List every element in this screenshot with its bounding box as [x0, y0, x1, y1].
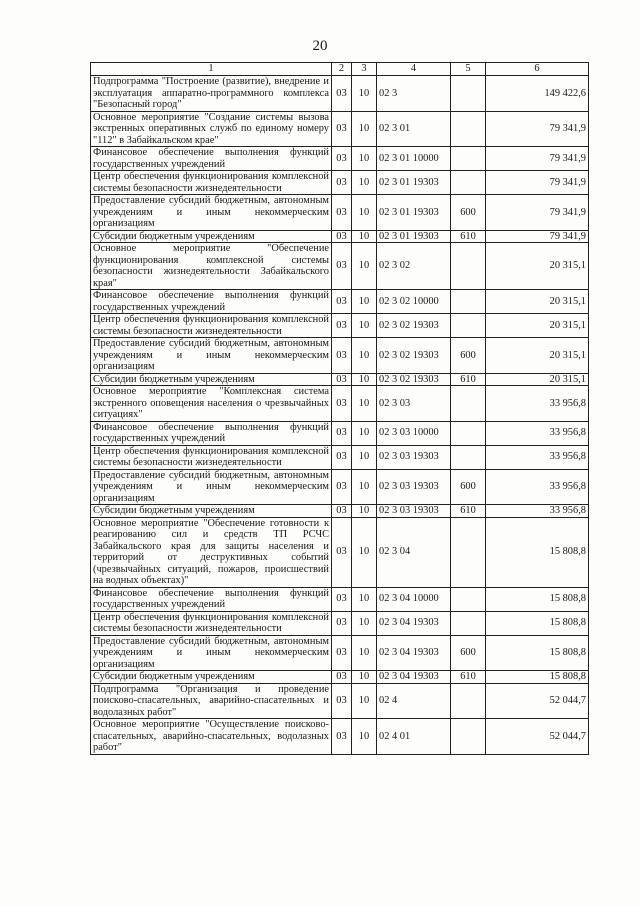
table-row: [91, 76, 589, 112]
expense-type-cell: 610: [451, 230, 486, 243]
subsection-code-cell: 10: [352, 230, 377, 243]
section-code-cell: 03: [332, 243, 352, 290]
amount-cell: 79 341,9: [486, 171, 589, 195]
amount-cell: 52 044,7: [486, 683, 589, 719]
row-name-cell: Предоставление субсидий бюджетным, автономным учреждениям и иным некоммерческим организациям: [91, 338, 332, 374]
section-code-cell: 03: [332, 445, 352, 469]
target-article-cell: 02 3 03 19303: [377, 469, 451, 505]
amount-cell: 33 956,8: [486, 386, 589, 422]
target-article-cell: 02 3 01 10000: [377, 147, 451, 171]
table-row: [91, 683, 589, 719]
section-code-cell: 03: [332, 195, 352, 231]
expense-type-cell: [451, 587, 486, 611]
subsection-code-cell: 10: [352, 338, 377, 374]
amount-cell: 79 341,9: [486, 230, 589, 243]
subsection-code-cell: 10: [352, 505, 377, 518]
subsection-code-cell: 10: [352, 445, 377, 469]
target-article-cell: 02 3 03 19303: [377, 505, 451, 518]
target-article-cell: 02 3 04 19303: [377, 611, 451, 635]
subsection-code-cell: 10: [352, 587, 377, 611]
section-code-cell: 03: [332, 671, 352, 684]
target-article-cell: 02 3 01: [377, 111, 451, 147]
target-article-cell: 02 3 02 19303: [377, 373, 451, 386]
row-name-cell: Финансовое обеспечение выполнения функций государственных учреждений: [91, 147, 332, 171]
target-article-cell: 02 3 02 19303: [377, 338, 451, 374]
section-code-cell: 03: [332, 230, 352, 243]
table-row: [91, 338, 589, 374]
table-row: [91, 635, 589, 671]
section-code-cell: 03: [332, 587, 352, 611]
subsection-code-cell: 10: [352, 76, 377, 112]
section-code-cell: 03: [332, 386, 352, 422]
expense-type-cell: 600: [451, 195, 486, 231]
row-name-cell: Основное мероприятие "Комплексная система экстренного оповещения населения о чрезвычайных ситуациях": [91, 386, 332, 422]
subsection-code-cell: 10: [352, 421, 377, 445]
expense-type-cell: [451, 243, 486, 290]
page-number: 20: [312, 38, 328, 54]
target-article-cell: 02 4: [377, 683, 451, 719]
table-row: [91, 671, 589, 684]
subsection-code-cell: 10: [352, 373, 377, 386]
header-cell: 2: [332, 63, 352, 76]
row-name-cell: Подпрограмма "Организация и проведение поисково-спасательных, аварийно-спасательных и водолазных работ": [91, 683, 332, 719]
table-row: [91, 195, 589, 231]
table-row: [91, 587, 589, 611]
target-article-cell: 02 3 02: [377, 243, 451, 290]
amount-cell: 79 341,9: [486, 147, 589, 171]
section-code-cell: 03: [332, 469, 352, 505]
table-row: [91, 469, 589, 505]
section-code-cell: 03: [332, 338, 352, 374]
table-row: [91, 386, 589, 422]
subsection-code-cell: 10: [352, 314, 377, 338]
table-row: [91, 243, 589, 290]
target-article-cell: 02 3 03 19303: [377, 445, 451, 469]
amount-cell: 79 341,9: [486, 111, 589, 147]
subsection-code-cell: 10: [352, 290, 377, 314]
table-row: [91, 373, 589, 386]
expense-type-cell: [451, 76, 486, 112]
row-name-cell: Центр обеспечения функционирования комплексной системы безопасности жизнедеятельности: [91, 611, 332, 635]
amount-cell: 52 044,7: [486, 719, 589, 755]
table-row: [91, 314, 589, 338]
row-name-cell: Центр обеспечения функционирования комплексной системы безопасности жизнедеятельности: [91, 445, 332, 469]
target-article-cell: 02 3 04 19303: [377, 671, 451, 684]
table-row: [91, 171, 589, 195]
header-cell: 6: [486, 63, 589, 76]
row-name-cell: Предоставление субсидий бюджетным, автономным учреждениям и иным некоммерческим организациям: [91, 469, 332, 505]
subsection-code-cell: 10: [352, 517, 377, 587]
target-article-cell: 02 3 04: [377, 517, 451, 587]
target-article-cell: 02 3 01 19303: [377, 195, 451, 231]
amount-cell: 20 315,1: [486, 314, 589, 338]
row-name-cell: Основное мероприятие "Создание системы вызова экстренных оперативных служб по единому номеру "112" в Забайкальском крае": [91, 111, 332, 147]
amount-cell: 20 315,1: [486, 243, 589, 290]
table-row: [91, 421, 589, 445]
expense-type-cell: 600: [451, 635, 486, 671]
expense-type-cell: [451, 719, 486, 755]
amount-cell: 20 315,1: [486, 338, 589, 374]
expense-type-cell: [451, 611, 486, 635]
table-row: [91, 147, 589, 171]
expense-type-cell: [451, 147, 486, 171]
section-code-cell: 03: [332, 421, 352, 445]
expense-type-cell: [451, 683, 486, 719]
section-code-cell: 03: [332, 373, 352, 386]
amount-cell: 15 808,8: [486, 611, 589, 635]
subsection-code-cell: 10: [352, 195, 377, 231]
row-name-cell: Субсидии бюджетным учреждениям: [91, 505, 332, 518]
subsection-code-cell: 10: [352, 243, 377, 290]
amount-cell: 33 956,8: [486, 421, 589, 445]
row-name-cell: Предоставление субсидий бюджетным, автономным учреждениям и иным некоммерческим организациям: [91, 195, 332, 231]
expense-type-cell: [451, 171, 486, 195]
expense-type-cell: 610: [451, 505, 486, 518]
section-code-cell: 03: [332, 683, 352, 719]
table-header-row: [91, 63, 589, 76]
row-name-cell: Центр обеспечения функционирования комплексной системы безопасности жизнедеятельности: [91, 314, 332, 338]
target-article-cell: 02 3 04 10000: [377, 587, 451, 611]
subsection-code-cell: 10: [352, 671, 377, 684]
row-name-cell: Финансовое обеспечение выполнения функций государственных учреждений: [91, 290, 332, 314]
subsection-code-cell: 10: [352, 111, 377, 147]
target-article-cell: 02 3 03 10000: [377, 421, 451, 445]
target-article-cell: 02 3 03: [377, 386, 451, 422]
row-name-cell: Основное мероприятие "Осуществление поисково-спасательных, аварийно-спасательных, водолазных работ": [91, 719, 332, 755]
amount-cell: 15 808,8: [486, 671, 589, 684]
amount-cell: 20 315,1: [486, 290, 589, 314]
subsection-code-cell: 10: [352, 386, 377, 422]
table-row: [91, 230, 589, 243]
row-name-cell: Субсидии бюджетным учреждениям: [91, 671, 332, 684]
expense-type-cell: [451, 421, 486, 445]
expense-type-cell: [451, 517, 486, 587]
table-row: [91, 505, 589, 518]
table-row: [91, 719, 589, 755]
expense-type-cell: [451, 314, 486, 338]
target-article-cell: 02 3 01 19303: [377, 230, 451, 243]
amount-cell: 33 956,8: [486, 445, 589, 469]
amount-cell: 15 808,8: [486, 517, 589, 587]
subsection-code-cell: 10: [352, 611, 377, 635]
expense-type-cell: [451, 445, 486, 469]
expense-type-cell: 610: [451, 671, 486, 684]
row-name-cell: Предоставление субсидий бюджетным, автономным учреждениям и иным некоммерческим организациям: [91, 635, 332, 671]
amount-cell: 33 956,8: [486, 469, 589, 505]
table-row: [91, 290, 589, 314]
amount-cell: 149 422,6: [486, 76, 589, 112]
target-article-cell: 02 3 02 10000: [377, 290, 451, 314]
target-article-cell: 02 3 02 19303: [377, 314, 451, 338]
row-name-cell: Финансовое обеспечение выполнения функций государственных учреждений: [91, 587, 332, 611]
expense-type-cell: [451, 111, 486, 147]
table-row: [91, 611, 589, 635]
row-name-cell: Основное мероприятие "Обеспечение функционирования комплексной системы безопасности жизнедеятельности Забайкальского края": [91, 243, 332, 290]
expense-type-cell: [451, 290, 486, 314]
expense-type-cell: [451, 386, 486, 422]
target-article-cell: 02 3: [377, 76, 451, 112]
row-name-cell: Подпрограмма "Построение (развитие), внедрение и эксплуатация аппаратно-программного комплекса "Безопасный город": [91, 76, 332, 112]
amount-cell: 15 808,8: [486, 587, 589, 611]
amount-cell: 79 341,9: [486, 195, 589, 231]
section-code-cell: 03: [332, 505, 352, 518]
section-code-cell: 03: [332, 719, 352, 755]
amount-cell: 33 956,8: [486, 505, 589, 518]
row-name-cell: Финансовое обеспечение выполнения функций государственных учреждений: [91, 421, 332, 445]
row-name-cell: Субсидии бюджетным учреждениям: [91, 373, 332, 386]
expense-type-cell: 610: [451, 373, 486, 386]
table-row: [91, 445, 589, 469]
target-article-cell: 02 3 01 19303: [377, 171, 451, 195]
section-code-cell: 03: [332, 517, 352, 587]
section-code-cell: 03: [332, 635, 352, 671]
section-code-cell: 03: [332, 611, 352, 635]
section-code-cell: 03: [332, 147, 352, 171]
header-cell: 5: [451, 63, 486, 76]
subsection-code-cell: 10: [352, 683, 377, 719]
header-cell: 3: [352, 63, 377, 76]
subsection-code-cell: 10: [352, 635, 377, 671]
target-article-cell: 02 4 01: [377, 719, 451, 755]
subsection-code-cell: 10: [352, 147, 377, 171]
row-name-cell: Основное мероприятие "Обеспечение готовности к реагированию сил и средств ТП РСЧС Забайкальского края для защиты населения и территорий от деструктивных событий (чрезвычайных ситуаций, пожаров, происшествий на водных объектах)": [91, 517, 332, 587]
budget-table: [90, 62, 589, 755]
subsection-code-cell: 10: [352, 469, 377, 505]
header-cell: 4: [377, 63, 451, 76]
subsection-code-cell: 10: [352, 719, 377, 755]
target-article-cell: 02 3 04 19303: [377, 635, 451, 671]
amount-cell: 20 315,1: [486, 373, 589, 386]
table-row: [91, 517, 589, 587]
section-code-cell: 03: [332, 76, 352, 112]
expense-type-cell: 600: [451, 338, 486, 374]
row-name-cell: Субсидии бюджетным учреждениям: [91, 230, 332, 243]
amount-cell: 15 808,8: [486, 635, 589, 671]
subsection-code-cell: 10: [352, 171, 377, 195]
row-name-cell: Центр обеспечения функционирования комплексной системы безопасности жизнедеятельности: [91, 171, 332, 195]
header-cell: 1: [91, 63, 332, 76]
table-row: [91, 111, 589, 147]
section-code-cell: 03: [332, 111, 352, 147]
section-code-cell: 03: [332, 290, 352, 314]
section-code-cell: 03: [332, 314, 352, 338]
section-code-cell: 03: [332, 171, 352, 195]
expense-type-cell: 600: [451, 469, 486, 505]
